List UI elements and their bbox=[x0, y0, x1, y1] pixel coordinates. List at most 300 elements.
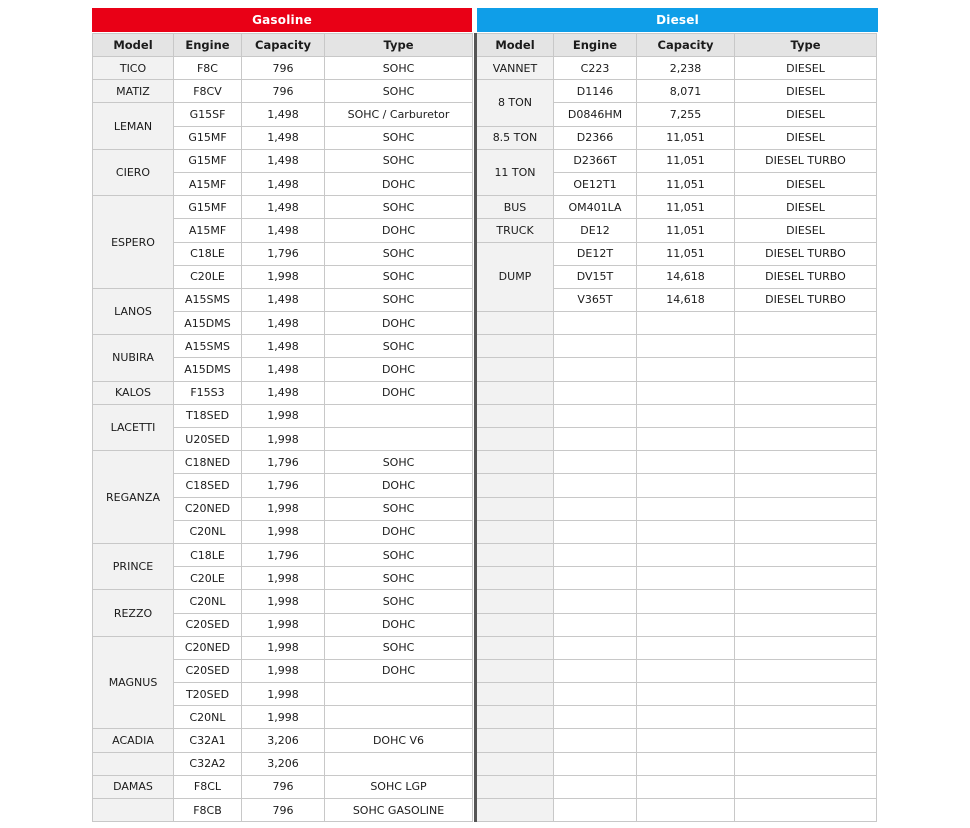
diesel-model-cell bbox=[476, 520, 554, 543]
gasoline-engine-cell: C20NED bbox=[174, 497, 242, 520]
gasoline-type-cell: SOHC bbox=[325, 80, 473, 103]
gasoline-type-cell: SOHC bbox=[325, 335, 473, 358]
gasoline-engine-cell: F8CV bbox=[174, 80, 242, 103]
diesel-capacity-cell bbox=[637, 752, 735, 775]
gasoline-type-cell: DOHC bbox=[325, 520, 473, 543]
diesel-engine-cell bbox=[554, 799, 637, 822]
diesel-engine-cell: OM401LA bbox=[554, 196, 637, 219]
diesel-capacity-cell: 7,255 bbox=[637, 103, 735, 126]
gasoline-capacity-cell: 1,998 bbox=[242, 636, 325, 659]
diesel-type-cell bbox=[735, 520, 877, 543]
diesel-column-header-engine: Engine bbox=[554, 34, 637, 57]
diesel-engine-cell bbox=[554, 729, 637, 752]
diesel-capacity-cell: 11,051 bbox=[637, 126, 735, 149]
diesel-empty-row bbox=[476, 590, 877, 613]
diesel-model-cell bbox=[476, 683, 554, 706]
gasoline-type-cell: SOHC bbox=[325, 57, 473, 80]
diesel-engine-cell: C223 bbox=[554, 57, 637, 80]
gasoline-capacity-cell: 1,998 bbox=[242, 683, 325, 706]
gasoline-capacity-cell: 1,498 bbox=[242, 358, 325, 381]
diesel-capacity-cell bbox=[637, 659, 735, 682]
gasoline-type-cell: DOHC bbox=[325, 474, 473, 497]
diesel-type-cell: DIESEL TURBO bbox=[735, 242, 877, 265]
gasoline-capacity-cell: 1,498 bbox=[242, 149, 325, 172]
diesel-model-cell bbox=[476, 775, 554, 798]
gasoline-engine-cell: C18SED bbox=[174, 474, 242, 497]
diesel-engine-cell: D1146 bbox=[554, 80, 637, 103]
diesel-engine-cell bbox=[554, 497, 637, 520]
gasoline-model-cell: DAMAS bbox=[93, 775, 174, 798]
gasoline-type-cell: SOHC bbox=[325, 497, 473, 520]
gasoline-engine-cell: F8CB bbox=[174, 799, 242, 822]
gasoline-type-cell: DOHC bbox=[325, 219, 473, 242]
gasoline-capacity-cell: 1,796 bbox=[242, 474, 325, 497]
diesel-model-cell bbox=[476, 706, 554, 729]
diesel-row bbox=[476, 149, 877, 172]
diesel-section bbox=[474, 8, 878, 822]
diesel-capacity-cell bbox=[637, 590, 735, 613]
gasoline-engine-cell: C32A1 bbox=[174, 729, 242, 752]
diesel-model-cell bbox=[476, 451, 554, 474]
diesel-row bbox=[476, 219, 877, 242]
diesel-type-cell bbox=[735, 752, 877, 775]
gasoline-engine-cell: F15S3 bbox=[174, 381, 242, 404]
gasoline-type-cell: SOHC bbox=[325, 636, 473, 659]
gasoline-capacity-cell: 1,998 bbox=[242, 265, 325, 288]
diesel-model-cell: 8.5 TON bbox=[476, 126, 554, 149]
gasoline-capacity-cell: 1,998 bbox=[242, 659, 325, 682]
diesel-model-cell bbox=[476, 543, 554, 566]
diesel-type-cell: DIESEL TURBO bbox=[735, 288, 877, 311]
gasoline-engine-cell: F8CL bbox=[174, 775, 242, 798]
gasoline-type-cell: DOHC bbox=[325, 613, 473, 636]
gasoline-model-cell: ESPERO bbox=[93, 196, 174, 289]
diesel-row bbox=[476, 57, 877, 80]
diesel-model-cell bbox=[476, 474, 554, 497]
gasoline-capacity-cell: 3,206 bbox=[242, 752, 325, 775]
gasoline-row bbox=[93, 590, 473, 613]
gasoline-capacity-cell: 1,998 bbox=[242, 497, 325, 520]
diesel-capacity-cell bbox=[637, 358, 735, 381]
gasoline-type-cell: SOHC bbox=[325, 288, 473, 311]
diesel-type-cell: DIESEL bbox=[735, 219, 877, 242]
gasoline-engine-cell: C18NED bbox=[174, 451, 242, 474]
gasoline-engine-cell: C20SED bbox=[174, 659, 242, 682]
gasoline-type-cell bbox=[325, 428, 473, 451]
diesel-engine-cell bbox=[554, 358, 637, 381]
diesel-capacity-cell bbox=[637, 729, 735, 752]
diesel-empty-row bbox=[476, 428, 877, 451]
diesel-engine-cell bbox=[554, 775, 637, 798]
diesel-engine-cell: DE12 bbox=[554, 219, 637, 242]
diesel-model-cell bbox=[476, 613, 554, 636]
gasoline-model-cell: LEMAN bbox=[93, 103, 174, 149]
diesel-engine-cell bbox=[554, 659, 637, 682]
gasoline-capacity-cell: 1,796 bbox=[242, 543, 325, 566]
diesel-capacity-cell bbox=[637, 775, 735, 798]
diesel-capacity-cell bbox=[637, 683, 735, 706]
diesel-engine-cell bbox=[554, 428, 637, 451]
gasoline-type-cell: SOHC bbox=[325, 242, 473, 265]
diesel-type-cell bbox=[735, 706, 877, 729]
gasoline-model-cell bbox=[93, 752, 174, 775]
diesel-type-cell bbox=[735, 567, 877, 590]
diesel-model-cell bbox=[476, 590, 554, 613]
gasoline-engine-cell: G15MF bbox=[174, 149, 242, 172]
diesel-capacity-cell bbox=[637, 381, 735, 404]
diesel-model-cell: BUS bbox=[476, 196, 554, 219]
gasoline-capacity-cell: 1,998 bbox=[242, 520, 325, 543]
gasoline-model-cell: MATIZ bbox=[93, 80, 174, 103]
gasoline-capacity-cell: 1,998 bbox=[242, 428, 325, 451]
gasoline-engine-cell: A15DMS bbox=[174, 312, 242, 335]
diesel-type-cell bbox=[735, 590, 877, 613]
gasoline-type-cell bbox=[325, 683, 473, 706]
diesel-type-cell bbox=[735, 358, 877, 381]
gasoline-capacity-cell: 3,206 bbox=[242, 729, 325, 752]
diesel-title-bar: Diesel bbox=[477, 8, 878, 32]
gasoline-row bbox=[93, 80, 473, 103]
gasoline-type-cell bbox=[325, 752, 473, 775]
gasoline-row bbox=[93, 149, 473, 172]
gasoline-engine-cell: C20NL bbox=[174, 590, 242, 613]
diesel-header-row bbox=[476, 34, 877, 57]
diesel-type-cell bbox=[735, 474, 877, 497]
gasoline-engine-cell: C18LE bbox=[174, 543, 242, 566]
diesel-engine-cell bbox=[554, 381, 637, 404]
gasoline-type-cell: DOHC bbox=[325, 312, 473, 335]
gasoline-type-cell: DOHC bbox=[325, 381, 473, 404]
diesel-model-cell bbox=[476, 799, 554, 822]
diesel-empty-row bbox=[476, 752, 877, 775]
gasoline-column-header-engine: Engine bbox=[174, 34, 242, 57]
diesel-capacity-cell bbox=[637, 520, 735, 543]
gasoline-capacity-cell: 1,498 bbox=[242, 103, 325, 126]
diesel-capacity-cell: 11,051 bbox=[637, 149, 735, 172]
diesel-type-cell bbox=[735, 729, 877, 752]
gasoline-model-cell: NUBIRA bbox=[93, 335, 174, 381]
diesel-type-cell bbox=[735, 543, 877, 566]
gasoline-section bbox=[92, 8, 472, 822]
diesel-capacity-cell bbox=[637, 428, 735, 451]
gasoline-type-cell: DOHC bbox=[325, 659, 473, 682]
gasoline-engine-cell: G15MF bbox=[174, 126, 242, 149]
diesel-capacity-cell: 2,238 bbox=[637, 57, 735, 80]
diesel-empty-row bbox=[476, 358, 877, 381]
diesel-row bbox=[476, 242, 877, 265]
gasoline-capacity-cell: 1,998 bbox=[242, 706, 325, 729]
diesel-empty-row bbox=[476, 729, 877, 752]
diesel-type-cell bbox=[735, 497, 877, 520]
diesel-capacity-cell bbox=[637, 706, 735, 729]
diesel-empty-row bbox=[476, 451, 877, 474]
diesel-capacity-cell: 14,618 bbox=[637, 265, 735, 288]
gasoline-type-cell: SOHC GASOLINE bbox=[325, 799, 473, 822]
gasoline-model-cell: TICO bbox=[93, 57, 174, 80]
gasoline-row bbox=[93, 381, 473, 404]
diesel-type-cell bbox=[735, 381, 877, 404]
gasoline-table bbox=[92, 33, 473, 822]
gasoline-engine-cell: G15SF bbox=[174, 103, 242, 126]
gasoline-type-cell: SOHC bbox=[325, 451, 473, 474]
diesel-type-cell bbox=[735, 613, 877, 636]
diesel-type-cell bbox=[735, 312, 877, 335]
gasoline-capacity-cell: 1,998 bbox=[242, 404, 325, 427]
diesel-capacity-cell bbox=[637, 567, 735, 590]
diesel-empty-row bbox=[476, 567, 877, 590]
diesel-model-cell bbox=[476, 381, 554, 404]
diesel-model-cell bbox=[476, 752, 554, 775]
diesel-model-cell: 8 TON bbox=[476, 80, 554, 126]
diesel-engine-cell bbox=[554, 520, 637, 543]
diesel-table bbox=[474, 33, 877, 822]
diesel-capacity-cell bbox=[637, 497, 735, 520]
gasoline-capacity-cell: 1,796 bbox=[242, 451, 325, 474]
diesel-empty-row bbox=[476, 520, 877, 543]
diesel-type-cell bbox=[735, 683, 877, 706]
gasoline-row bbox=[93, 799, 473, 822]
gasoline-type-cell: SOHC bbox=[325, 196, 473, 219]
gasoline-row bbox=[93, 729, 473, 752]
diesel-capacity-cell: 11,051 bbox=[637, 172, 735, 195]
diesel-column-header-model: Model bbox=[476, 34, 554, 57]
diesel-type-cell: DIESEL bbox=[735, 103, 877, 126]
diesel-engine-cell bbox=[554, 706, 637, 729]
diesel-engine-cell bbox=[554, 335, 637, 358]
diesel-capacity-cell: 14,618 bbox=[637, 288, 735, 311]
gasoline-engine-cell: C20NL bbox=[174, 520, 242, 543]
gasoline-engine-cell: A15MF bbox=[174, 172, 242, 195]
gasoline-engine-cell: U20SED bbox=[174, 428, 242, 451]
diesel-type-cell: DIESEL bbox=[735, 172, 877, 195]
gasoline-capacity-cell: 1,998 bbox=[242, 567, 325, 590]
diesel-capacity-cell bbox=[637, 474, 735, 497]
diesel-engine-cell: V365T bbox=[554, 288, 637, 311]
diesel-type-cell bbox=[735, 775, 877, 798]
diesel-capacity-cell: 11,051 bbox=[637, 219, 735, 242]
diesel-empty-row bbox=[476, 799, 877, 822]
diesel-capacity-cell: 11,051 bbox=[637, 242, 735, 265]
gasoline-capacity-cell: 1,498 bbox=[242, 288, 325, 311]
gasoline-capacity-cell: 796 bbox=[242, 57, 325, 80]
gasoline-model-cell bbox=[93, 799, 174, 822]
diesel-empty-row bbox=[476, 543, 877, 566]
diesel-model-cell bbox=[476, 497, 554, 520]
diesel-row bbox=[476, 126, 877, 149]
gasoline-row bbox=[93, 543, 473, 566]
gasoline-type-cell: DOHC V6 bbox=[325, 729, 473, 752]
gasoline-engine-cell: T18SED bbox=[174, 404, 242, 427]
gasoline-type-cell bbox=[325, 404, 473, 427]
diesel-model-cell bbox=[476, 404, 554, 427]
diesel-capacity-cell bbox=[637, 335, 735, 358]
gasoline-model-cell: LACETTI bbox=[93, 404, 174, 450]
diesel-type-cell: DIESEL TURBO bbox=[735, 265, 877, 288]
gasoline-type-cell: DOHC bbox=[325, 172, 473, 195]
diesel-empty-row bbox=[476, 312, 877, 335]
diesel-capacity-cell bbox=[637, 613, 735, 636]
diesel-model-cell: DUMP bbox=[476, 242, 554, 312]
diesel-capacity-cell bbox=[637, 543, 735, 566]
gasoline-capacity-cell: 1,498 bbox=[242, 126, 325, 149]
diesel-engine-cell bbox=[554, 636, 637, 659]
gasoline-model-cell: PRINCE bbox=[93, 543, 174, 589]
diesel-type-cell: DIESEL TURBO bbox=[735, 149, 877, 172]
diesel-engine-cell bbox=[554, 312, 637, 335]
gasoline-row bbox=[93, 335, 473, 358]
gasoline-type-cell: SOHC / Carburetor bbox=[325, 103, 473, 126]
diesel-empty-row bbox=[476, 335, 877, 358]
diesel-capacity-cell: 8,071 bbox=[637, 80, 735, 103]
gasoline-column-header-type: Type bbox=[325, 34, 473, 57]
gasoline-row bbox=[93, 404, 473, 427]
gasoline-header-row bbox=[93, 34, 473, 57]
diesel-capacity-cell bbox=[637, 636, 735, 659]
gasoline-row bbox=[93, 752, 473, 775]
diesel-capacity-cell bbox=[637, 799, 735, 822]
diesel-type-cell bbox=[735, 404, 877, 427]
gasoline-capacity-cell: 1,998 bbox=[242, 613, 325, 636]
gasoline-column-header-capacity: Capacity bbox=[242, 34, 325, 57]
diesel-engine-cell bbox=[554, 474, 637, 497]
gasoline-row bbox=[93, 636, 473, 659]
gasoline-engine-cell: T20SED bbox=[174, 683, 242, 706]
diesel-empty-row bbox=[476, 381, 877, 404]
gasoline-capacity-cell: 1,498 bbox=[242, 312, 325, 335]
diesel-capacity-cell bbox=[637, 451, 735, 474]
diesel-row bbox=[476, 80, 877, 103]
gasoline-capacity-cell: 1,498 bbox=[242, 172, 325, 195]
gasoline-type-cell bbox=[325, 706, 473, 729]
diesel-engine-cell bbox=[554, 567, 637, 590]
gasoline-engine-cell: C32A2 bbox=[174, 752, 242, 775]
gasoline-capacity-cell: 1,498 bbox=[242, 196, 325, 219]
diesel-model-cell: VANNET bbox=[476, 57, 554, 80]
gasoline-row bbox=[93, 288, 473, 311]
gasoline-capacity-cell: 1,796 bbox=[242, 242, 325, 265]
diesel-model-cell bbox=[476, 312, 554, 335]
diesel-engine-cell bbox=[554, 752, 637, 775]
diesel-type-cell: DIESEL bbox=[735, 57, 877, 80]
gasoline-engine-cell: A15SMS bbox=[174, 288, 242, 311]
gasoline-model-cell: CIERO bbox=[93, 149, 174, 195]
gasoline-model-cell: ACADIA bbox=[93, 729, 174, 752]
diesel-column-header-type: Type bbox=[735, 34, 877, 57]
diesel-engine-cell: D2366T bbox=[554, 149, 637, 172]
gasoline-capacity-cell: 1,498 bbox=[242, 335, 325, 358]
diesel-model-cell: 11 TON bbox=[476, 149, 554, 195]
gasoline-title-bar: Gasoline bbox=[92, 8, 472, 32]
diesel-model-cell bbox=[476, 567, 554, 590]
diesel-engine-cell bbox=[554, 683, 637, 706]
diesel-type-cell: DIESEL bbox=[735, 126, 877, 149]
diesel-engine-cell: D0846HM bbox=[554, 103, 637, 126]
gasoline-capacity-cell: 796 bbox=[242, 775, 325, 798]
diesel-type-cell bbox=[735, 659, 877, 682]
gasoline-capacity-cell: 1,998 bbox=[242, 590, 325, 613]
diesel-empty-row bbox=[476, 636, 877, 659]
diesel-model-cell bbox=[476, 636, 554, 659]
diesel-capacity-cell bbox=[637, 312, 735, 335]
diesel-model-cell bbox=[476, 659, 554, 682]
gasoline-engine-cell: A15DMS bbox=[174, 358, 242, 381]
diesel-empty-row bbox=[476, 497, 877, 520]
diesel-engine-cell: DE12T bbox=[554, 242, 637, 265]
gasoline-capacity-cell: 1,498 bbox=[242, 219, 325, 242]
diesel-empty-row bbox=[476, 613, 877, 636]
gasoline-engine-cell: A15MF bbox=[174, 219, 242, 242]
gasoline-type-cell: SOHC bbox=[325, 543, 473, 566]
gasoline-row bbox=[93, 775, 473, 798]
gasoline-row bbox=[93, 451, 473, 474]
diesel-model-cell bbox=[476, 335, 554, 358]
gasoline-type-cell: SOHC bbox=[325, 265, 473, 288]
diesel-engine-cell bbox=[554, 543, 637, 566]
gasoline-row bbox=[93, 57, 473, 80]
diesel-empty-row bbox=[476, 683, 877, 706]
diesel-type-cell: DIESEL bbox=[735, 80, 877, 103]
diesel-type-cell bbox=[735, 799, 877, 822]
gasoline-model-cell: MAGNUS bbox=[93, 636, 174, 729]
gasoline-engine-cell: C20NED bbox=[174, 636, 242, 659]
diesel-engine-cell: DV15T bbox=[554, 265, 637, 288]
gasoline-capacity-cell: 1,498 bbox=[242, 381, 325, 404]
diesel-empty-row bbox=[476, 659, 877, 682]
gasoline-engine-cell: G15MF bbox=[174, 196, 242, 219]
diesel-empty-row bbox=[476, 404, 877, 427]
gasoline-model-cell: REGANZA bbox=[93, 451, 174, 544]
gasoline-type-cell: SOHC LGP bbox=[325, 775, 473, 798]
gasoline-column-header-model: Model bbox=[93, 34, 174, 57]
diesel-empty-row bbox=[476, 775, 877, 798]
diesel-model-cell: TRUCK bbox=[476, 219, 554, 242]
gasoline-capacity-cell: 796 bbox=[242, 799, 325, 822]
gasoline-model-cell: LANOS bbox=[93, 288, 174, 334]
gasoline-capacity-cell: 796 bbox=[242, 80, 325, 103]
gasoline-engine-cell: C20LE bbox=[174, 567, 242, 590]
gasoline-engine-cell: A15SMS bbox=[174, 335, 242, 358]
diesel-engine-cell bbox=[554, 590, 637, 613]
diesel-type-cell bbox=[735, 636, 877, 659]
diesel-type-cell bbox=[735, 428, 877, 451]
diesel-capacity-cell: 11,051 bbox=[637, 196, 735, 219]
diesel-column-header-capacity: Capacity bbox=[637, 34, 735, 57]
gasoline-engine-cell: C20LE bbox=[174, 265, 242, 288]
diesel-type-cell bbox=[735, 451, 877, 474]
diesel-empty-row bbox=[476, 474, 877, 497]
diesel-model-cell bbox=[476, 358, 554, 381]
diesel-model-cell bbox=[476, 729, 554, 752]
diesel-capacity-cell bbox=[637, 404, 735, 427]
engine-spec-tables bbox=[92, 8, 878, 822]
gasoline-model-cell: REZZO bbox=[93, 590, 174, 636]
diesel-type-cell: DIESEL bbox=[735, 196, 877, 219]
diesel-model-cell bbox=[476, 428, 554, 451]
gasoline-type-cell: SOHC bbox=[325, 149, 473, 172]
gasoline-type-cell: SOHC bbox=[325, 126, 473, 149]
gasoline-engine-cell: C20NL bbox=[174, 706, 242, 729]
gasoline-engine-cell: F8C bbox=[174, 57, 242, 80]
gasoline-engine-cell: C18LE bbox=[174, 242, 242, 265]
diesel-engine-cell bbox=[554, 404, 637, 427]
gasoline-model-cell: KALOS bbox=[93, 381, 174, 404]
diesel-empty-row bbox=[476, 706, 877, 729]
diesel-type-cell bbox=[735, 335, 877, 358]
diesel-row bbox=[476, 196, 877, 219]
gasoline-engine-cell: C20SED bbox=[174, 613, 242, 636]
gasoline-type-cell: SOHC bbox=[325, 567, 473, 590]
gasoline-row bbox=[93, 196, 473, 219]
